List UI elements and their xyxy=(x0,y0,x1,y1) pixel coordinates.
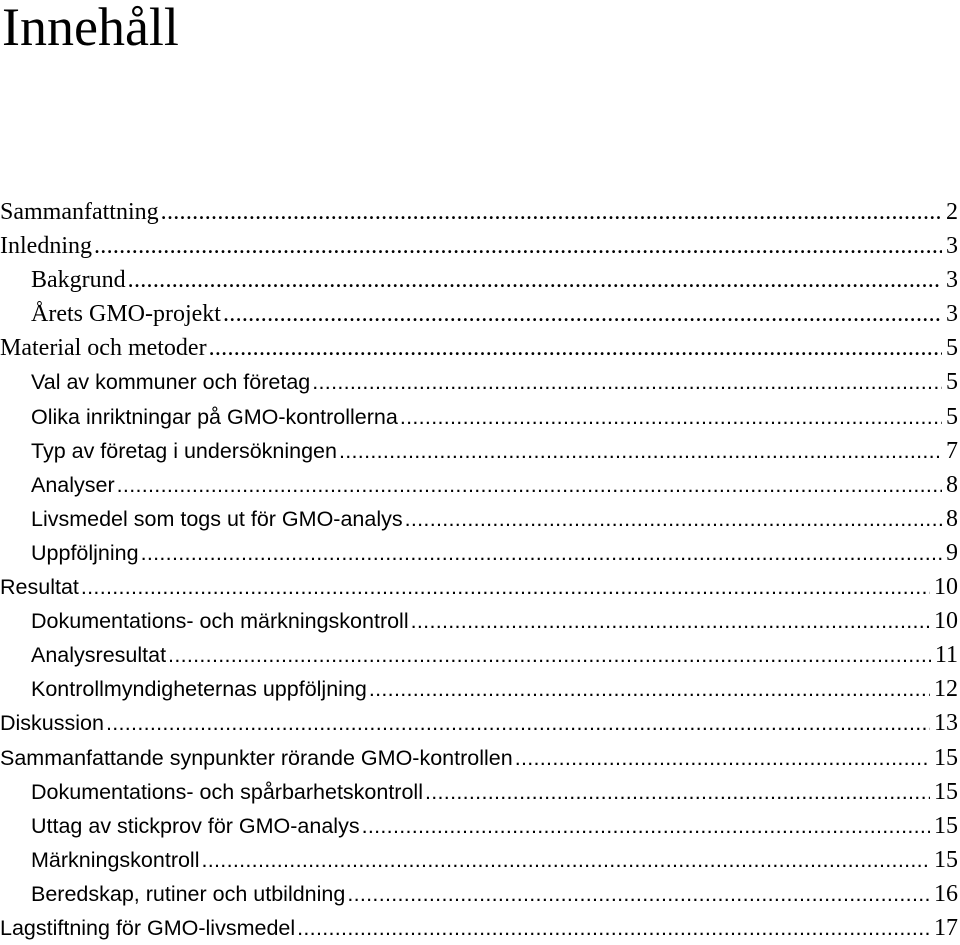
toc-entry-label: Olika inriktningar på GMO-kontrollerna xyxy=(31,404,398,429)
toc-entry[interactable] xyxy=(0,297,958,331)
toc-dot-leader xyxy=(362,809,930,843)
toc-dot-leader xyxy=(425,775,930,809)
toc-entry-label: Uttag av stickprov för GMO-analys xyxy=(31,813,360,838)
toc-entry-page-number: 5 xyxy=(946,369,958,396)
toc-entry-label: Resultat xyxy=(0,575,79,600)
toc-entry-page-number: 15 xyxy=(934,778,958,805)
toc-entry-page-number: 8 xyxy=(946,471,958,498)
toc-entry-page-number: 7 xyxy=(946,437,958,464)
toc-entry-label: Sammanfattande synpunkter rörande GMO-kontrollen xyxy=(0,745,513,770)
toc-entry[interactable] xyxy=(0,468,958,502)
toc-entry-page-number: 15 xyxy=(934,744,958,771)
toc-entry-page-number: 10 xyxy=(934,574,958,601)
toc-entry-page-number: 3 xyxy=(946,267,958,294)
toc-entry[interactable] xyxy=(0,365,958,399)
toc-dot-leader xyxy=(201,843,930,877)
toc-entry-label: Uppföljning xyxy=(31,540,139,565)
toc-dot-leader xyxy=(400,400,942,434)
toc-entry-label: Analysresultat xyxy=(31,643,167,668)
toc-dot-leader xyxy=(312,365,942,399)
toc-entry[interactable] xyxy=(0,434,958,468)
toc-entry-label: Årets GMO-projekt xyxy=(31,301,221,328)
toc-dot-leader xyxy=(339,434,942,468)
toc-entry-label: Dokumentations- och märkningskontroll xyxy=(31,609,409,634)
toc-entry-label: Sammanfattning xyxy=(0,199,159,225)
toc-dot-leader xyxy=(168,638,931,672)
toc-entry-page-number: 10 xyxy=(934,608,958,635)
toc-entry[interactable] xyxy=(0,195,958,229)
toc-dot-leader xyxy=(161,195,942,229)
toc-entry[interactable] xyxy=(0,502,958,536)
toc-entry[interactable] xyxy=(0,843,958,877)
toc-dot-leader xyxy=(223,297,942,331)
toc-dot-leader xyxy=(297,911,930,945)
toc-dot-leader xyxy=(411,604,930,638)
toc-entry[interactable] xyxy=(0,400,958,434)
toc-entry-label: Inledning xyxy=(0,233,92,260)
toc-dot-leader xyxy=(141,536,942,570)
toc-entry[interactable] xyxy=(0,775,958,809)
toc-entry[interactable] xyxy=(0,331,958,365)
toc-dot-leader xyxy=(405,502,942,536)
toc-entry-page-number: 16 xyxy=(934,880,958,907)
toc-entry-page-number: 5 xyxy=(946,335,958,362)
toc-entry-label: Diskussion xyxy=(0,711,104,736)
toc-entry-page-number: 13 xyxy=(934,710,958,737)
toc-entry[interactable] xyxy=(0,911,958,945)
toc-entry[interactable] xyxy=(0,672,958,706)
toc-entry-page-number: 9 xyxy=(946,539,958,566)
toc-entry[interactable] xyxy=(0,604,958,638)
page-title: Innehåll xyxy=(2,0,179,57)
toc-entry-page-number: 5 xyxy=(946,403,958,430)
toc-entry-label: Typ av företag i undersökningen xyxy=(31,438,337,463)
toc-entry-label: Bakgrund xyxy=(31,267,126,294)
toc-entry-label: Kontrollmyndigheternas uppföljning xyxy=(31,677,367,702)
toc-dot-leader xyxy=(369,672,930,706)
toc-dot-leader xyxy=(106,706,930,740)
toc-entry-label: Material och metoder xyxy=(0,335,207,362)
toc-entry[interactable] xyxy=(0,229,958,263)
toc-entry[interactable] xyxy=(0,570,958,604)
toc-entry[interactable] xyxy=(0,809,958,843)
toc-entry-label: Val av kommuner och företag xyxy=(31,370,311,395)
toc-entry[interactable] xyxy=(0,638,958,672)
toc-entry-page-number: 17 xyxy=(934,914,958,941)
toc-entry-label: Livsmedel som togs ut för GMO-analys xyxy=(31,506,403,531)
toc-entry-label: Beredskap, rutiner och utbildning xyxy=(31,881,346,906)
toc-dot-leader xyxy=(94,229,942,263)
toc-dot-leader xyxy=(117,468,942,502)
toc-entry-page-number: 3 xyxy=(946,233,958,260)
toc-entry-page-number: 15 xyxy=(934,812,958,839)
toc-entry-page-number: 15 xyxy=(934,846,958,873)
toc-entry[interactable] xyxy=(0,706,958,740)
toc-entry-page-number: 12 xyxy=(934,676,958,703)
toc-entry-label: Dokumentations- och spårbarhetskontroll xyxy=(31,779,423,804)
table-of-contents xyxy=(0,195,958,945)
toc-dot-leader xyxy=(81,570,930,604)
toc-dot-leader xyxy=(209,331,942,365)
toc-entry[interactable] xyxy=(0,741,958,775)
toc-entry-page-number: 3 xyxy=(946,301,958,328)
toc-entry[interactable] xyxy=(0,263,958,297)
toc-entry-label: Märkningskontroll xyxy=(31,847,200,872)
toc-entry-label: Analyser xyxy=(31,472,115,497)
toc-entry[interactable] xyxy=(0,877,958,911)
toc-dot-leader xyxy=(515,741,930,775)
toc-dot-leader xyxy=(128,263,942,297)
toc-entry-page-number: 2 xyxy=(946,199,958,225)
toc-entry-label: Lagstiftning för GMO-livsmedel xyxy=(0,915,296,940)
toc-entry-page-number: 8 xyxy=(946,505,958,532)
toc-dot-leader xyxy=(347,877,930,911)
toc-entry[interactable] xyxy=(0,536,958,570)
toc-entry-page-number: 11 xyxy=(934,642,958,669)
